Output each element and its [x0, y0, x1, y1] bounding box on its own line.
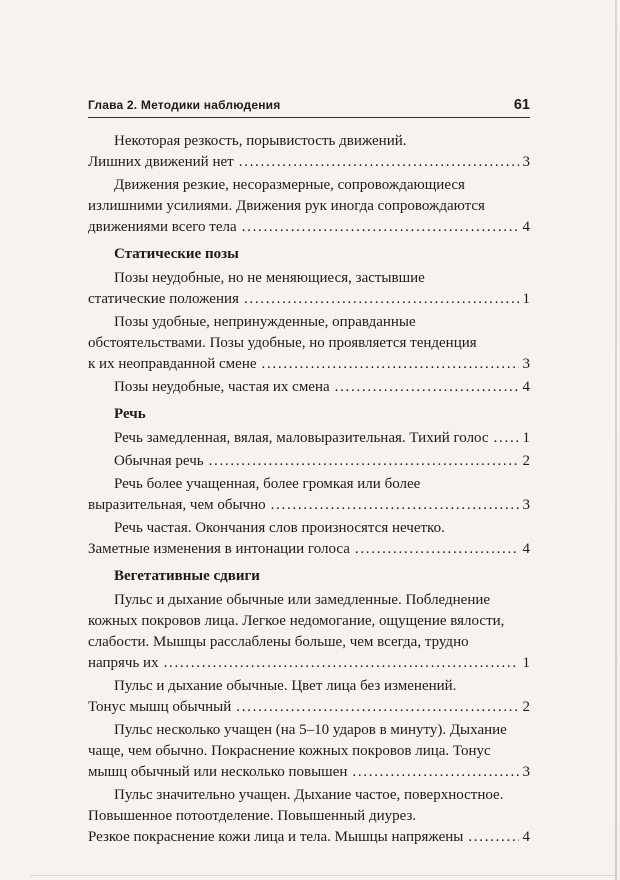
entry-line: движениями всего тела [88, 219, 237, 235]
entry-line: Пульс и дыхание обычные. Цвет лица без изменений. [114, 678, 457, 694]
score-value: 3 [522, 154, 530, 170]
entry-last-line [88, 354, 530, 375]
section-heading: Статические позы [114, 246, 239, 262]
score-value: 1 [522, 655, 530, 671]
entry-line: слабости. Мышцы расслаблены больше, чем всегда, трудно [88, 634, 469, 650]
score-value: 2 [522, 453, 530, 469]
entry-last-line [88, 539, 530, 560]
entry-last-line [88, 217, 530, 238]
dot-leader [239, 152, 519, 173]
rating-entry [88, 518, 530, 560]
dot-leader [262, 354, 519, 375]
chapter-title: Глава 2. Методики наблюдения [88, 98, 281, 112]
page-body [88, 131, 530, 848]
entry-line: выразительная, чем обычно [88, 497, 266, 513]
entry-line: Повышенное потоотделение. Повышенный диурез. [88, 808, 417, 824]
rating-entry [88, 175, 530, 238]
rating-entry [88, 590, 530, 674]
entry-last-line [88, 289, 530, 310]
entry-last-line [88, 653, 530, 674]
rating-entry [88, 474, 530, 516]
entry-line: Пульс и дыхание обычные или замедленные. Побледнение [114, 592, 491, 608]
entry-last-line [88, 762, 530, 783]
rating-entry [88, 720, 530, 783]
dot-leader [468, 827, 518, 848]
entry-line: статические положения [88, 291, 239, 307]
entry-line: Позы неудобные, но не меняющиеся, застывшие [114, 270, 425, 286]
entry-last-line [88, 827, 530, 848]
dot-leader [271, 495, 519, 516]
rating-entry [88, 312, 530, 375]
rating-entry [88, 268, 530, 310]
page-number: 61 [513, 97, 530, 113]
dot-leader [209, 451, 519, 472]
entry-line: чаще, чем обычно. Покраснение кожных покровов лица. Тонус [88, 743, 491, 759]
entry-last-line [88, 451, 530, 472]
entry-line: напрячь их [88, 655, 159, 671]
entry-line: Пульс несколько учащен (на 5–10 ударов в минуту). Дыхание [114, 722, 507, 738]
entry-line: Пульс значительно учащен. Дыхание частое, поверхностное. [114, 787, 504, 803]
dot-leader [352, 762, 518, 783]
score-value: 2 [522, 699, 530, 715]
section-heading: Речь [114, 406, 146, 422]
rating-entry [88, 785, 530, 848]
entry-line: мышц обычный или несколько повышен [88, 764, 348, 780]
entry-line: обстоятельствами. Позы удобные, но проявляется тенденция [88, 335, 477, 351]
rating-entry [88, 377, 530, 398]
entry-line: к их неоправданной смене [88, 356, 257, 372]
entry-line: Некоторая резкость, порывистость движений. [114, 133, 407, 149]
entry-last-line [88, 377, 530, 398]
score-value: 3 [522, 497, 530, 513]
entry-line: Речь частая. Окончания слов произносятся нечетко. [114, 520, 445, 536]
dot-leader [494, 428, 519, 449]
score-value: 1 [522, 430, 530, 446]
section-heading: Вегетативные сдвиги [114, 568, 260, 584]
running-header [88, 97, 530, 118]
rating-entry [88, 451, 530, 472]
score-value: 4 [522, 829, 530, 845]
entry-last-line [88, 428, 530, 449]
page-edge-right [615, 0, 617, 880]
entry-last-line [88, 152, 530, 173]
rating-entry [88, 676, 530, 718]
entry-line: Движения резкие, несоразмерные, сопровождающиеся [114, 177, 465, 193]
entry-last-line [88, 495, 530, 516]
entry-line: Обычная речь [114, 453, 204, 469]
score-value: 4 [522, 219, 530, 235]
dot-leader [335, 377, 519, 398]
entry-line: Речь более учащенная, более громкая или более [114, 476, 421, 492]
score-value: 3 [522, 764, 530, 780]
page-edge-bottom [30, 875, 615, 876]
dot-leader [244, 289, 519, 310]
score-value: 3 [522, 356, 530, 372]
entry-line: излишними усилиями. Движения рук иногда сопровождаются [88, 198, 485, 214]
entry-line: Позы удобные, непринужденные, оправданные [114, 314, 416, 330]
dot-leader [242, 217, 519, 238]
score-value: 4 [522, 541, 530, 557]
entry-line: кожных покровов лица. Легкое недомогание, ощущение вялости, [88, 613, 505, 629]
entry-line: Тонус мышц обычный [88, 699, 232, 715]
dot-leader [236, 697, 518, 718]
dot-leader [355, 539, 519, 560]
entry-last-line [88, 697, 530, 718]
rating-entry [88, 428, 530, 449]
entry-line: Позы неудобные, частая их смена [114, 379, 330, 395]
rating-entry [88, 131, 530, 173]
entry-line: Речь замедленная, вялая, маловыразительная. Тихий голос [114, 430, 489, 446]
score-value: 4 [522, 379, 530, 395]
score-value: 1 [522, 291, 530, 307]
entry-line: Заметные изменения в интонации голоса [88, 541, 350, 557]
entry-line: Лишних движений нет [88, 154, 234, 170]
dot-leader [164, 653, 519, 674]
entry-line: Резкое покраснение кожи лица и тела. Мышцы напряжены [88, 829, 464, 845]
